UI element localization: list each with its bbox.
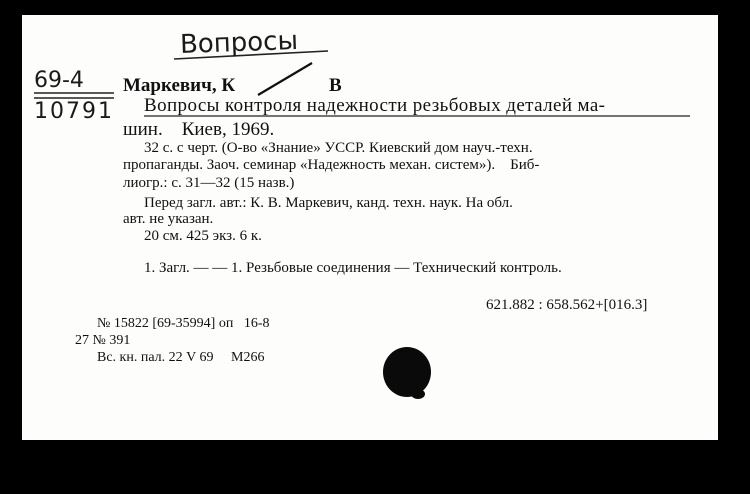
catalog-card xyxy=(22,15,718,440)
handwritten-title-note: Вопросы xyxy=(179,25,299,61)
physical-description: 20 см. 425 экз. 6 к. xyxy=(144,228,262,244)
title-line-1: Вопросы контроля надежности резьбовых деталей ма- xyxy=(144,95,606,116)
subject-tracings: 1. Загл. — — 1. Резьбовые соединения — Технический контроль. xyxy=(144,260,562,276)
ink-blot-tail xyxy=(411,389,425,399)
title-line-2: шин. Киев, 1969. xyxy=(123,119,275,140)
note-line-1: Перед загл. авт.: К. В. Маркевич, канд. техн. наук. На обл. xyxy=(144,195,513,211)
author-initial: В xyxy=(329,75,342,96)
footer-line-2: 27 № 391 xyxy=(75,333,131,348)
shelf-mark-bottom: 10791 xyxy=(34,99,114,124)
classification-number: 621.882 : 658.562+[016.3] xyxy=(486,297,648,313)
description-line-2: пропаганды. Заоч. семинар «Надежность механ. систем»). Биб- xyxy=(123,157,540,173)
description-line-3: лиогр.: с. 31—32 (15 назв.) xyxy=(123,175,295,191)
ink-blot xyxy=(383,347,431,397)
description-line-1: 32 с. с черт. (О-во «Знание» УССР. Киевский дом науч.-техн. xyxy=(144,140,533,156)
shelf-mark-top: 69-4 xyxy=(34,68,84,93)
footer-line-3: Вс. кн. пал. 22 V 69 М266 xyxy=(97,350,265,365)
handwritten-slash xyxy=(258,63,312,95)
note-line-2: авт. не указан. xyxy=(123,211,214,227)
author-name: Маркевич, К xyxy=(123,75,236,96)
footer-line-1: № 15822 [69-35994] оп 16-8 xyxy=(97,316,270,331)
